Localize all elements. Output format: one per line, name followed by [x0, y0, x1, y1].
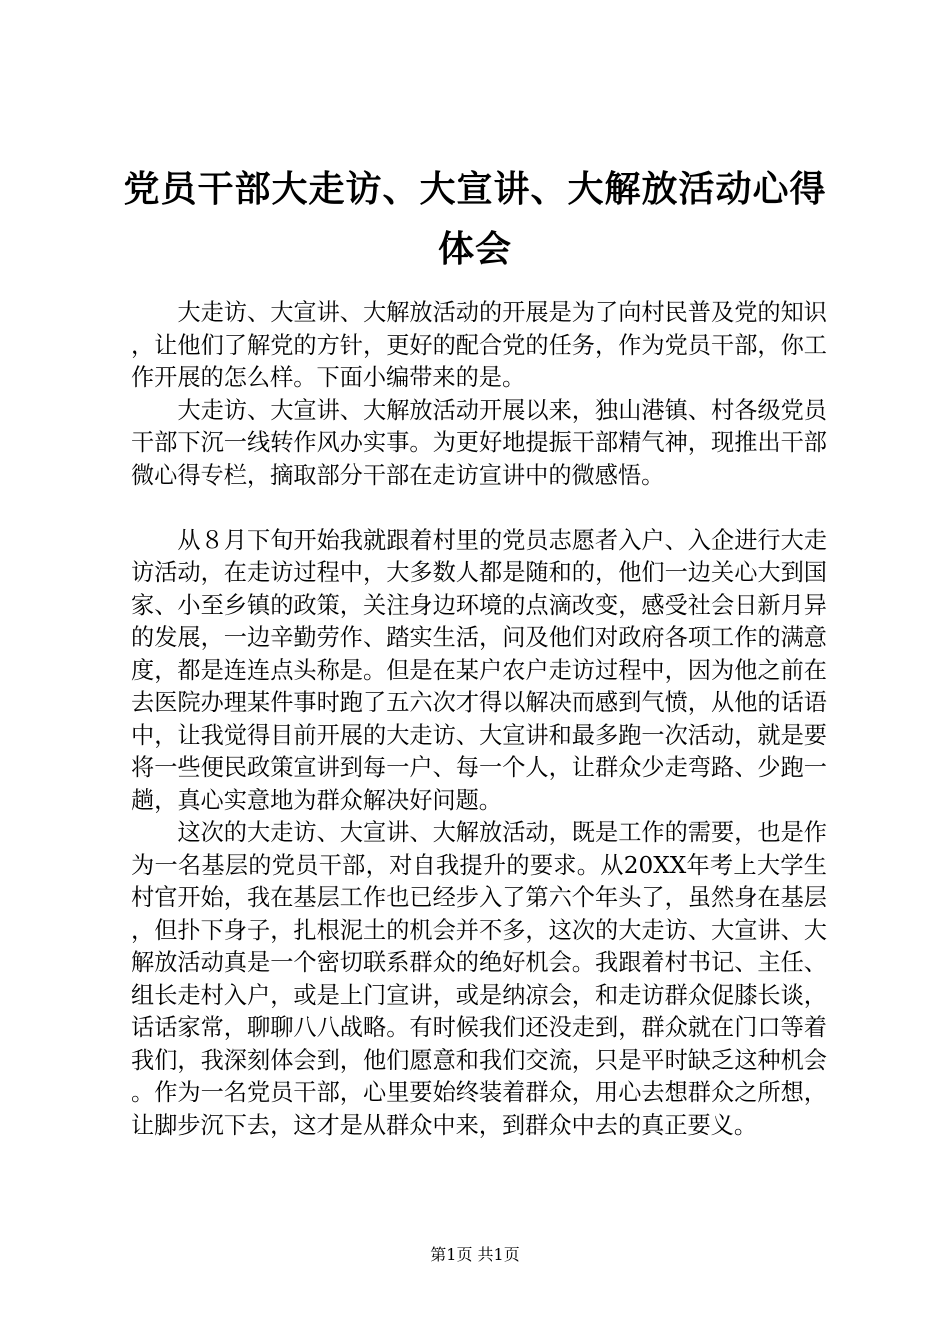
paragraph-visit-experience: 从８月下旬开始我就跟着村里的党员志愿者入户、入企进行大走访活动，在走访过程中，大多数人都是随和的，他们一边关心大到国家、小至乡镇的政策，关注身边环境的点滴改变，感受社会日新月异的发展，一边辛勤劳作、踏实生活，问及他们对政府各项工作的满意度，都是连连点头称是。但是在某户农户走访过程中，因为他之前在去医院办理某件事时跑了五六次才得以解决而感到气愤，从他的话语中，让我觉得目前开展的大走访、大宣讲和最多跑一次活动，就是要将一些便民政策宣讲到每一户、每一个人，让群众少走弯路、少跑一趟，真心实意地为群众解决好问题。: [131, 526, 827, 814]
document-body: [131, 297, 827, 1142]
paragraph-intro: 大走访、大宣讲、大解放活动的开展是为了向村民普及党的知识，让他们了解党的方针，更好的配合党的任务，作为党员干部，你工作开展的怎么样。下面小编带来的是。: [131, 299, 827, 391]
document-title: 党员干部大走访、大宣讲、大解放活动心得体会: [123, 169, 827, 270]
paragraph-overview: 大走访、大宣讲、大解放活动开展以来，独山港镇、村各级党员干部下沉一线转作风办实事。为更好地提振干部精气神，现推出干部微心得专栏，摘取部分干部在走访宣讲中的微感悟。: [131, 396, 827, 489]
page-number-footer: 第1页 共1页: [430, 1245, 520, 1264]
paragraph-reflection: 这次的大走访、大宣讲、大解放活动，既是工作的需要，也是作为一名基层的党员干部，对自我提升的要求。从20XX年考上大学生村官开始，我在基层工作也已经步入了第六个年头了，虽然身在基层，但扑下身子，扎根泥土的机会并不多，这次的大走访、大宣讲、大解放活动真是一个密切联系群众的绝好机会。我跟着村书记、主任、组长走村入户，或是上门宣讲，或是纳凉会，和走访群众促膝长谈，话话家常，聊聊八八战略。有时候我们还没走到，群众就在门口等着我们，我深刻体会到，他们愿意和我们交流，只是平时缺乏这种机会。作为一名党员干部，心里要始终装着群众，用心去想群众之所想，让脚步沉下去，这才是从群众中来，到群众中去的真正要义。: [131, 819, 827, 1139]
